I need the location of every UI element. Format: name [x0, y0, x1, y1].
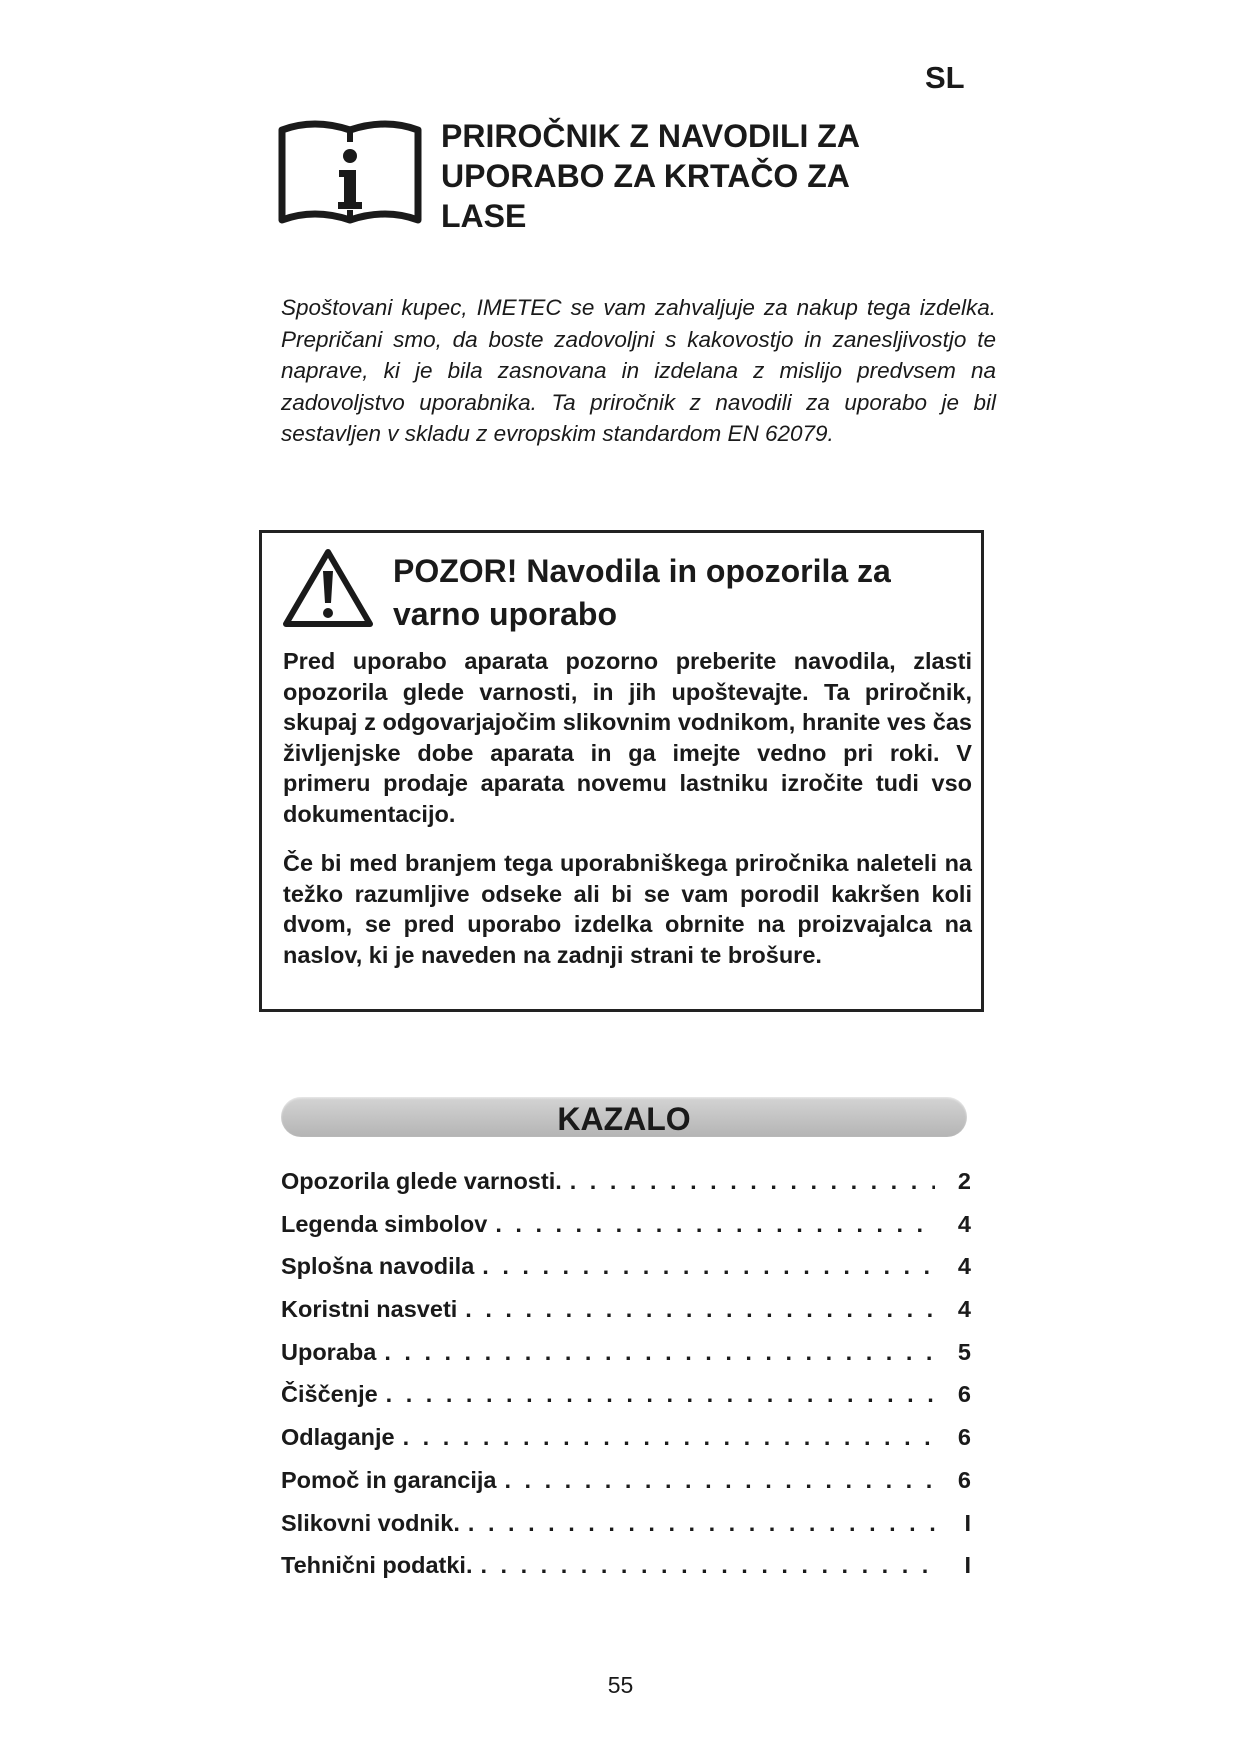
toc-entry-page: 5 [957, 1338, 971, 1365]
toc-entry-page: 4 [957, 1296, 971, 1323]
toc-entry-label: Opozorila glede varnosti. [281, 1168, 562, 1194]
safety-warning-box [259, 530, 984, 1012]
toc-entry [281, 1211, 971, 1254]
toc-entry-page: 4 [957, 1253, 971, 1280]
toc-entry [281, 1168, 971, 1211]
toc-entry-label: Uporaba [281, 1338, 377, 1365]
toc-entry-page: 4 [957, 1210, 971, 1237]
toc-leader-dots [386, 1381, 935, 1408]
toc-entry-label: Tehnični podatki. [281, 1552, 473, 1579]
toc-entry-label: Pomoč in garancija [281, 1466, 497, 1493]
toc-entry-page: I [964, 1509, 971, 1536]
toc-entry [281, 1296, 971, 1339]
toc-entry [281, 1552, 971, 1595]
warning-paragraph: Če bi med branjem tega uporabniškega priročnika naleteli na težko razumljive odseke ali bi se vam porodil kakršen koli dvom, se pred uporabo izdelka obrnite na proizvajalca na naslov, ki je naveden na zadnji strani te brošure. [283, 850, 972, 968]
language-code: SL [925, 60, 965, 95]
toc-entry-page: 6 [957, 1466, 971, 1493]
warning-title: POZOR! Navodila in opozorila za varno uporabo [393, 553, 891, 632]
toc-entry [281, 1510, 971, 1553]
toc-entry [281, 1467, 971, 1510]
toc-title: KAZALO [557, 1101, 691, 1137]
page-title: PRIROČNIK Z NAVODILI ZA UPORABO ZA KRTAČO ZA LASE [441, 118, 859, 234]
toc-leader-dots [495, 1211, 935, 1238]
info-manual-icon [278, 120, 422, 230]
warning-triangle-icon [282, 547, 374, 629]
toc-entry-page: 6 [957, 1424, 971, 1451]
toc-entry-page: 6 [957, 1381, 971, 1408]
toc-entry-label: Splošna navodila [281, 1253, 475, 1280]
toc-entry-label: Legenda simbolov [281, 1210, 488, 1237]
page-number: 55 [607, 1672, 634, 1698]
toc-entry [281, 1339, 971, 1382]
toc-entry-label: Koristni nasveti [281, 1296, 458, 1323]
toc-leader-dots [465, 1296, 935, 1323]
toc-leader-dots [481, 1552, 936, 1579]
toc-entry [281, 1381, 971, 1424]
toc-header-bar [281, 1097, 967, 1137]
toc-entry-label: Odlaganje [281, 1424, 395, 1451]
toc-leader-dots [384, 1339, 935, 1366]
toc-entry-page: 2 [957, 1168, 971, 1194]
intro-paragraph: Spoštovani kupec, IMETEC se vam zahvaljuje za nakup tega izdelka. Prepričani smo, da boste zadovoljni s kakovostjo in zanesljivostjo te naprave, ki je bila zasnovana in izdelana z mislijo predvsem na zadovoljstvo uporabnika. Ta priročnik z navodili za uporabo je bil sestavljen v skladu z evropskim standardom EN 62079. [281, 295, 996, 446]
toc-leader-dots [570, 1168, 935, 1195]
toc-leader-dots [482, 1253, 935, 1280]
toc-entry [281, 1424, 971, 1467]
toc-entry-page: I [964, 1552, 971, 1579]
table-of-contents [281, 1168, 971, 1595]
warning-paragraph: Pred uporabo aparata pozorno preberite navodila, zlasti opozorila glede varnosti, in jih upoštevajte. Ta priročnik, skupaj z odgovarjajočim slikovnim vodnikom, hranite ves čas življenjske dobe aparata in ga imejte vedno pri roki. V primeru prodaje aparata novemu lastniku izročite tudi vso dokumentacijo. [283, 648, 972, 827]
toc-leader-dots [403, 1424, 935, 1451]
toc-entry [281, 1253, 971, 1296]
toc-leader-dots [504, 1467, 935, 1494]
toc-entry-label: Slikovni vodnik. [281, 1509, 460, 1536]
toc-entry-label: Čiščenje [281, 1381, 378, 1408]
toc-leader-dots [468, 1510, 935, 1537]
